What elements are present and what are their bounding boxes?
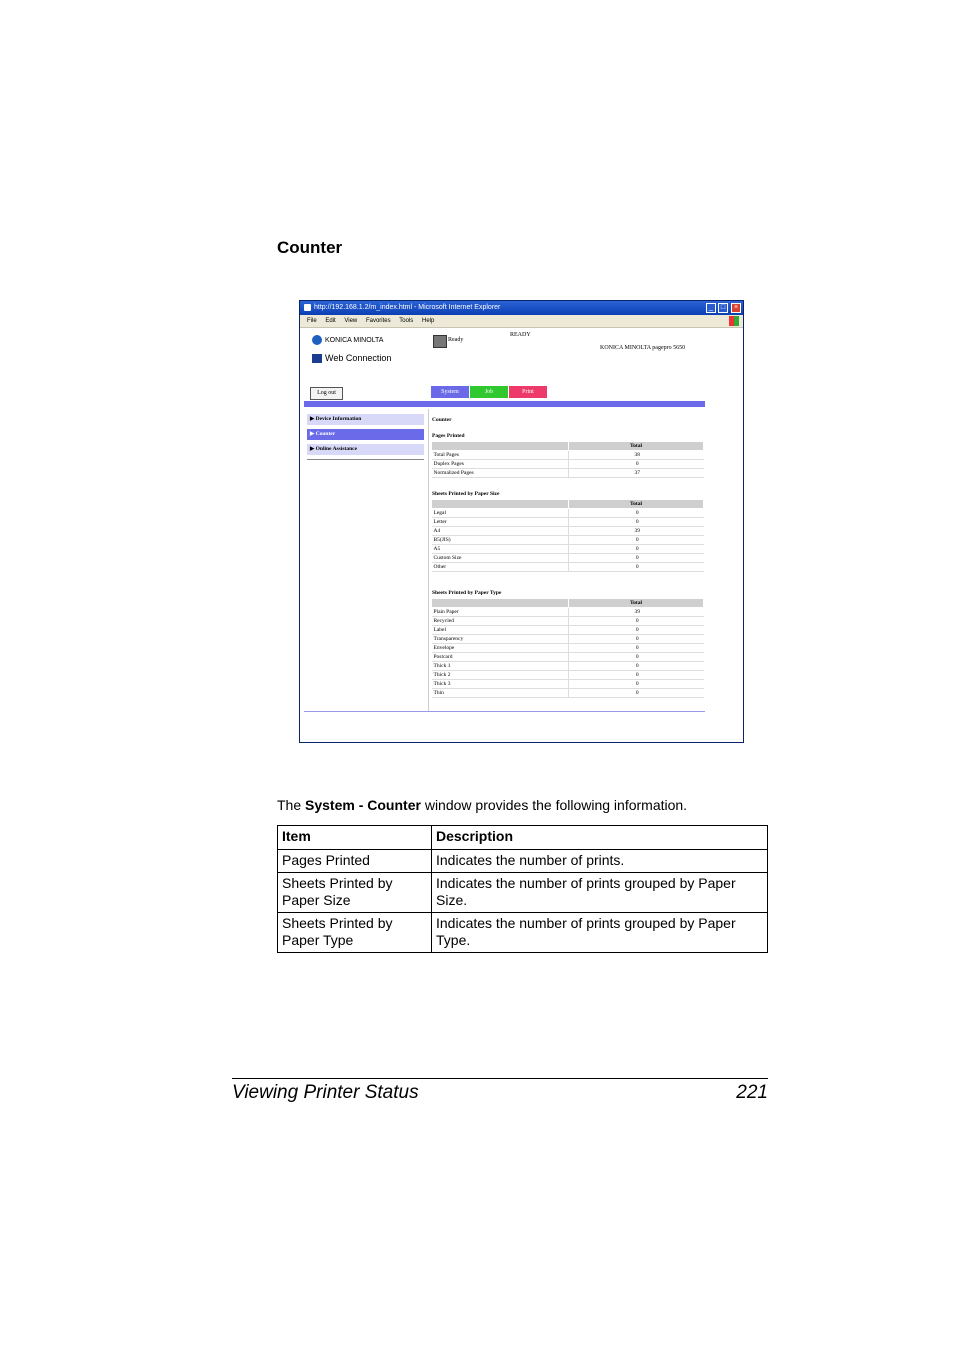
counter-value: 0 (569, 680, 704, 689)
windows-logo-icon (729, 316, 739, 326)
by-type-table (431, 598, 704, 698)
counter-row (432, 689, 704, 698)
pages-printed-title: Pages Printed (432, 433, 465, 439)
counter-value: 0 (569, 671, 704, 680)
km-globe-icon (312, 335, 322, 345)
counter-row (432, 460, 704, 469)
logout-button[interactable]: Log out (310, 387, 343, 400)
counter-value: 0 (569, 536, 704, 545)
table-header-description: Description (432, 826, 768, 850)
section-heading: Counter (277, 238, 343, 257)
intro-bold: System - Counter (305, 797, 421, 813)
counter-label: A4 (432, 527, 569, 536)
counter-label: Thick 3 (432, 680, 569, 689)
browser-title-bar (300, 301, 743, 315)
total-header: Total (569, 500, 704, 509)
counter-row (432, 662, 704, 671)
counter-value: 0 (569, 635, 704, 644)
by-size-table (431, 499, 704, 572)
counter-value: 0 (569, 563, 704, 572)
table-row (278, 850, 768, 873)
close-icon[interactable]: × (731, 303, 741, 313)
counter-row (432, 608, 704, 617)
counter-label: B5(JIS) (432, 536, 569, 545)
description-cell: Indicates the number of prints. (432, 850, 768, 873)
description-table (277, 825, 768, 953)
counter-value: 0 (569, 509, 704, 518)
counter-row (432, 536, 704, 545)
item-cell: Pages Printed (278, 850, 432, 873)
counter-label: Total Pages (432, 451, 569, 460)
by-type-title: Sheets Printed by Paper Type (432, 590, 502, 596)
counter-value: 0 (569, 626, 704, 635)
tab-system[interactable]: System (431, 386, 469, 398)
ready-label: Ready (448, 337, 464, 343)
intro-paragraph: The System - Counter window provides the following information. (277, 797, 688, 813)
counter-row (432, 617, 704, 626)
menu-edit[interactable]: Edit (325, 318, 336, 324)
counter-value: 0 (569, 554, 704, 563)
ie-icon (304, 304, 311, 311)
counter-row (432, 554, 704, 563)
counter-label: Plain Paper (432, 608, 569, 617)
menu-bar (300, 315, 743, 328)
table-row (278, 913, 768, 953)
status-text: READY (510, 332, 531, 338)
counter-label: Thin (432, 689, 569, 698)
content-divider (304, 711, 705, 712)
counter-value: 0 (569, 653, 704, 662)
counter-value: 39 (569, 608, 704, 617)
counter-value: 0 (569, 518, 704, 527)
counter-row (432, 635, 704, 644)
counter-value: 37 (569, 469, 704, 478)
sidebar-item-online-assistance[interactable]: ▶ Online Assistance (307, 444, 424, 455)
counter-label: Transparency (432, 635, 569, 644)
counter-label: Letter (432, 518, 569, 527)
counter-row (432, 518, 704, 527)
counter-label: Thick 2 (432, 671, 569, 680)
header-divider (304, 401, 705, 407)
counter-row (432, 680, 704, 689)
column-divider (428, 409, 429, 711)
counter-label: Normalized Pages (432, 469, 569, 478)
counter-row (432, 509, 704, 518)
pagescope-icon (312, 354, 322, 363)
printer-model: KONICA MINOLTA pagepro 5650 (600, 345, 686, 351)
tab-print[interactable]: Print (509, 386, 547, 398)
description-cell: Indicates the number of prints grouped by Paper Size. (432, 873, 768, 913)
maximize-icon[interactable]: □ (718, 303, 728, 313)
counter-value: 0 (569, 689, 704, 698)
table-row (278, 873, 768, 913)
footer-title: Viewing Printer Status (232, 1082, 419, 1103)
minimize-icon[interactable]: _ (706, 303, 716, 313)
content-title: Counter (432, 417, 452, 423)
pages-printed-table (431, 441, 704, 478)
tab-job[interactable]: Job (470, 386, 508, 398)
counter-row (432, 545, 704, 554)
counter-label: Envelope (432, 644, 569, 653)
counter-value: 38 (569, 451, 704, 460)
menu-help[interactable]: Help (421, 318, 435, 324)
menu-file[interactable]: File (307, 318, 317, 324)
browser-screenshot (299, 300, 744, 743)
counter-label: Legal (432, 509, 569, 518)
counter-label: A5 (432, 545, 569, 554)
item-cell: Sheets Printed by Paper Size (278, 873, 432, 913)
sidebar-item-counter[interactable]: ▶ Counter (307, 429, 424, 440)
menu-favorites[interactable]: Favorites (365, 318, 391, 324)
counter-row (432, 451, 704, 460)
counter-label: Thick 1 (432, 662, 569, 671)
item-cell: Sheets Printed by Paper Type (278, 913, 432, 953)
counter-row (432, 653, 704, 662)
browser-title: http://192.168.1.2/m_index.html - Microsoft Internet Explorer (314, 304, 501, 311)
counter-value: 0 (569, 460, 704, 469)
counter-row (432, 527, 704, 536)
footer-rule (232, 1078, 768, 1079)
menu-view[interactable]: View (344, 318, 358, 324)
counter-label: Duplex Pages (432, 460, 569, 469)
pagescope-logo: Web Connection (312, 353, 391, 363)
sidebar-item-device-information[interactable]: ▶ Device Information (307, 414, 424, 425)
counter-value: 0 (569, 545, 704, 554)
table-header-item: Item (278, 826, 432, 850)
counter-row (432, 671, 704, 680)
total-header: Total (569, 442, 704, 451)
by-size-title: Sheets Printed by Paper Size (432, 491, 500, 497)
printer-icon (433, 335, 447, 348)
counter-value: 0 (569, 617, 704, 626)
counter-label: Postcard (432, 653, 569, 662)
counter-label: Label (432, 626, 569, 635)
page-number: 221 (736, 1082, 768, 1103)
counter-value: 0 (569, 662, 704, 671)
konica-minolta-logo: KONICA MINOLTA (312, 335, 383, 345)
counter-row (432, 469, 704, 478)
counter-label: Recycled (432, 617, 569, 626)
menu-tools[interactable]: Tools (399, 318, 414, 324)
counter-value: 0 (569, 644, 704, 653)
counter-label: Custom Size (432, 554, 569, 563)
counter-value: 39 (569, 527, 704, 536)
counter-label: Other (432, 563, 569, 572)
counter-row (432, 563, 704, 572)
total-header: Total (569, 599, 704, 608)
description-cell: Indicates the number of prints grouped by Paper Type. (432, 913, 768, 953)
counter-row (432, 626, 704, 635)
counter-row (432, 644, 704, 653)
sidebar-divider (307, 459, 424, 460)
